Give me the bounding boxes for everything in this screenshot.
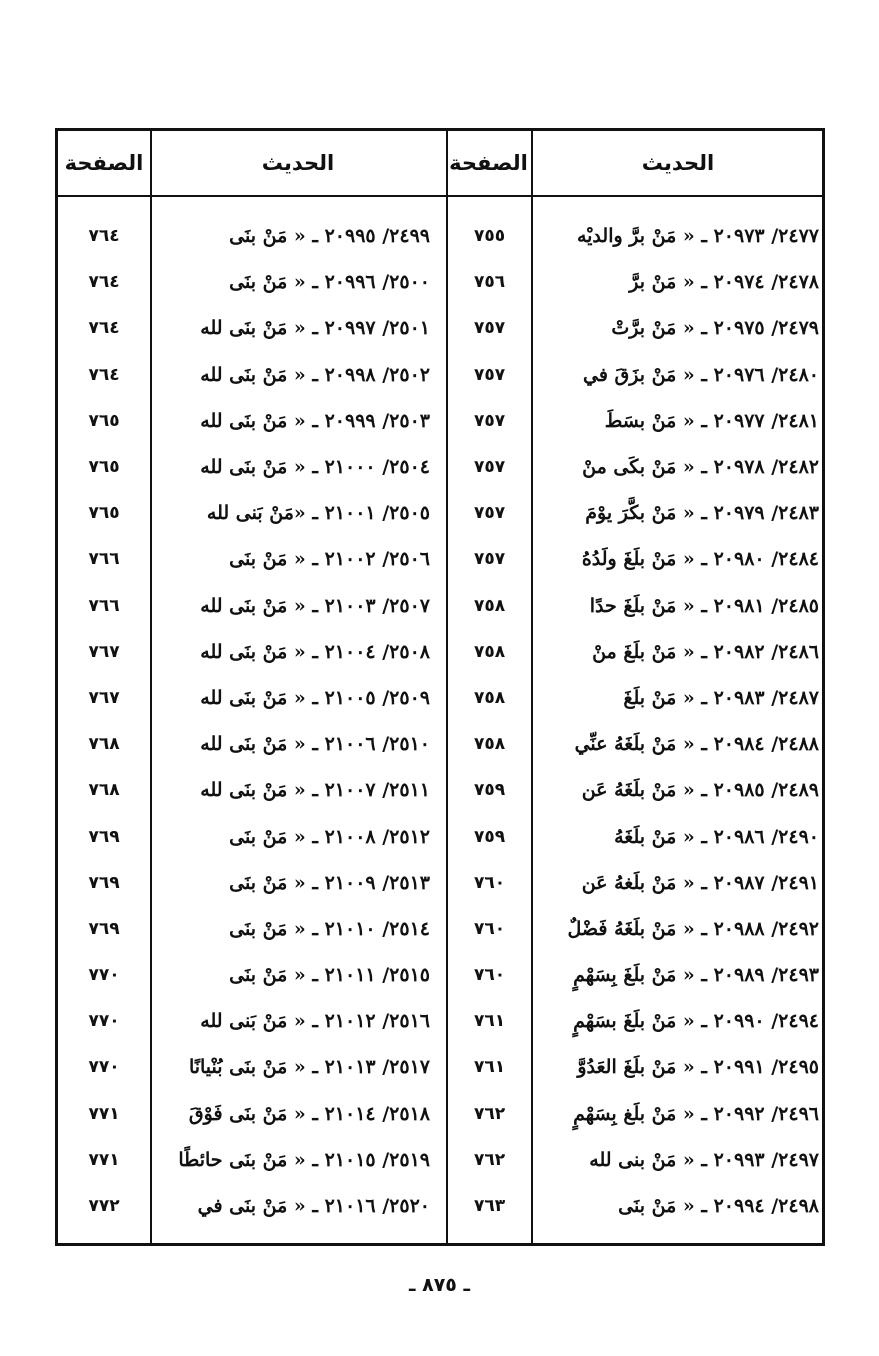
hadith-entry: ٢٤٧٨/ ٢٠٩٧٤ ـ « مَنْ برَّ <box>629 271 819 294</box>
page-ref: ٧٥٨ <box>473 687 506 708</box>
page-ref: ٧٦٣ <box>473 1196 506 1217</box>
page-ref: ٧٧١ <box>88 1103 120 1124</box>
hadith-entry: ٢٥٠٠/ ٢٠٩٩٦ ـ « مَنْ بنَى <box>229 271 430 294</box>
page-ref: ٧٦١ <box>473 1057 506 1078</box>
page-ref: ٧٦٧ <box>88 641 120 662</box>
hadith-entry: ٢٤٨٧/ ٢٠٩٨٣ ـ « مَنْ بلَغَ <box>623 686 819 709</box>
page-ref: ٧٦٤ <box>88 272 120 293</box>
hadith-entry: ٢٥١٥/ ٢١٠١١ ـ « مَنْ بنَى <box>229 964 430 987</box>
hadith-entry: ٢٤٩٧/ ٢٠٩٩٣ ـ « مَنْ بنى لله <box>589 1148 819 1171</box>
page-ref: ٧٦٠ <box>473 965 506 986</box>
page-ref: ٧٦٢ <box>473 1149 506 1170</box>
hadith-entry: ٢٤٩٩/ ٢٠٩٩٥ ـ « مَنْ بنَى <box>229 225 430 248</box>
hadith-entry: ٢٤٨٢/ ٢٠٩٧٨ ـ « مَنْ بكَى منْ <box>582 456 819 479</box>
hadith-entry: ٢٤٨٤/ ٢٠٩٨٠ ـ « مَنْ بلَغَ ولَدُهُ <box>581 548 819 571</box>
table-row <box>58 1091 822 1137</box>
hadith-entry: ٢٥٢٠/ ٢١٠١٦ ـ « مَنْ بنَى في <box>197 1195 430 1218</box>
hadith-entry: ٢٤٩٨/ ٢٠٩٩٤ ـ « مَنْ بنَى <box>618 1195 819 1218</box>
table-row <box>58 259 822 305</box>
page-ref: ٧٥٧ <box>473 457 506 478</box>
table-body <box>58 213 822 1229</box>
page-ref: ٧٥٨ <box>473 595 506 616</box>
table-row <box>58 1137 822 1183</box>
hadith-entry: ٢٤٩٦/ ٢٠٩٩٢ ـ « مَنْ بلَغ بِسَهْمٍ <box>573 1102 819 1125</box>
page-ref: ٧٦٩ <box>88 826 120 847</box>
page-ref: ٧٥٦ <box>473 272 506 293</box>
hadith-entry: ٢٥٠٢/ ٢٠٩٩٨ ـ « مَنْ بنَى لله <box>200 363 430 386</box>
page-ref: ٧٦٨ <box>88 780 120 801</box>
table-row <box>58 906 822 952</box>
table-row <box>58 398 822 444</box>
hadith-entry: ٢٤٩١/ ٢٠٩٨٧ ـ « مَنْ بلَغهُ عَن <box>581 871 819 894</box>
table-row <box>58 767 822 813</box>
hadith-entry: ٢٥١٧/ ٢١٠١٣ ـ « مَنْ بنَى بُنْيانًا <box>188 1056 430 1079</box>
page-ref: ٧٥٧ <box>473 318 506 339</box>
hadith-entry: ٢٥١٣/ ٢١٠٠٩ ـ « مَنْ بنَى <box>229 871 430 894</box>
hadith-entry: ٢٤٨٨/ ٢٠٩٨٤ ـ « مَنْ بلَغَهُ عنِّي <box>574 733 819 756</box>
page-ref: ٧٧١ <box>88 1149 120 1170</box>
hadith-entry: ٢٤٩٤/ ٢٠٩٩٠ ـ « مَنْ بلَغَ بسَهْمٍ <box>573 1010 819 1033</box>
hadith-entry: ٢٥٠٧/ ٢١٠٠٣ ـ « مَنْ بنَى لله <box>200 594 430 617</box>
hadith-entry: ٢٥١٨/ ٢١٠١٤ ـ « مَنْ بنَى فَوْقَ <box>188 1102 430 1125</box>
hadith-entry: ٢٤٨٦/ ٢٠٩٨٢ ـ « مَنْ بلَغَ منْ <box>592 640 819 663</box>
page-ref: ٧٦٥ <box>88 410 120 431</box>
page-ref: ٧٥٨ <box>473 641 506 662</box>
page-ref: ٧٦٤ <box>88 226 120 247</box>
hadith-entry: ٢٥٠٣/ ٢٠٩٩٩ ـ « مَنْ بنَى لله <box>200 409 430 432</box>
page-ref: ٧٦٧ <box>88 687 120 708</box>
table-row <box>58 1183 822 1229</box>
table-row <box>58 629 822 675</box>
page-ref: ٧٧٠ <box>88 1011 120 1032</box>
page-ref: ٧٦٦ <box>88 595 120 616</box>
hadith-entry: ٢٤٩٣/ ٢٠٩٨٩ ـ « مَنْ بلَغَ بِسَهْمٍ <box>573 964 819 987</box>
header-page-right: الصفحة <box>449 151 528 175</box>
page-ref: ٧٧٢ <box>88 1196 120 1217</box>
table-row <box>58 998 822 1044</box>
header-divider <box>58 195 822 197</box>
table-row <box>58 675 822 721</box>
hadith-entry: ٢٥٠٦/ ٢١٠٠٢ ـ « مَنْ بنَى <box>229 548 430 571</box>
hadith-entry: ٢٤٧٩/ ٢٠٩٧٥ ـ « مَنْ برَّتْ <box>611 317 819 340</box>
page-ref: ٧٦٠ <box>473 872 506 893</box>
hadith-entry: ٢٤٧٧/ ٢٠٩٧٣ ـ « مَنْ برَّ والديْه <box>576 225 819 248</box>
hadith-entry: ٢٥١٩/ ٢١٠١٥ ـ « مَنْ بنَى حائطًا <box>178 1148 430 1171</box>
hadith-entry: ٢٤٩٠/ ٢٠٩٨٦ ـ « مَنْ بلَغَهُ <box>614 825 819 848</box>
table-row <box>58 813 822 859</box>
hadith-entry: ٢٤٨٥/ ٢٠٩٨١ ـ « مَنْ بلَغَ حدًا <box>589 594 819 617</box>
page-ref: ٧٥٧ <box>473 503 506 524</box>
page-ref: ٧٦٥ <box>88 503 120 524</box>
hadith-entry: ٢٥١٠/ ٢١٠٠٦ ـ « مَنْ بنَى لله <box>200 733 430 756</box>
hadith-entry: ٢٥٠٥/ ٢١٠٠١ ـ «مَنْ بَنى لله <box>206 502 430 525</box>
hadith-entry: ٢٤٨٠/ ٢٠٩٧٦ ـ « مَنْ بزَقَ في <box>582 363 819 386</box>
page-ref: ٧٦٩ <box>88 918 120 939</box>
table-row <box>58 952 822 998</box>
hadith-entry: ٢٥٠٨/ ٢١٠٠٤ ـ « مَنْ بنَى لله <box>200 640 430 663</box>
page-ref: ٧٦٨ <box>88 734 120 755</box>
table-row <box>58 860 822 906</box>
page-ref: ٧٥٨ <box>473 734 506 755</box>
hadith-entry: ٢٥١١/ ٢١٠٠٧ ـ « مَنْ بنَى لله <box>200 779 430 802</box>
page-ref: ٧٥٩ <box>473 780 506 801</box>
table-row <box>58 536 822 582</box>
hadith-entry: ٢٥١٤/ ٢١٠١٠ ـ « مَنْ بنَى <box>229 917 430 940</box>
hadith-entry: ٢٥٠١/ ٢٠٩٩٧ ـ « مَنْ بنَى لله <box>200 317 430 340</box>
table-row <box>58 490 822 536</box>
hadith-entry: ٢٥١٦/ ٢١٠١٢ ـ « مَنْ بَنى لله <box>200 1010 430 1033</box>
table-row <box>58 1044 822 1090</box>
page-ref: ٧٦٤ <box>88 318 120 339</box>
page-ref: ٧٥٥ <box>473 226 506 247</box>
header-page-left: الصفحة <box>64 151 144 175</box>
hadith-entry: ٢٥٠٩/ ٢١٠٠٥ ـ « مَنْ بنَى لله <box>200 686 430 709</box>
page-ref: ٧٥٧ <box>473 549 506 570</box>
page-ref: ٧٧٠ <box>88 1057 120 1078</box>
table-row <box>58 721 822 767</box>
hadith-entry: ٢٤٨١/ ٢٠٩٧٧ ـ « مَنْ بسَطَ <box>604 409 819 432</box>
page-ref: ٧٦٠ <box>473 918 506 939</box>
page-ref: ٧٦١ <box>473 1011 506 1032</box>
hadith-entry: ٢٤٨٣/ ٢٠٩٧٩ ـ « مَنْ بكَّرَ يوْمَ <box>585 502 819 525</box>
hadith-index-table <box>55 128 825 1246</box>
hadith-entry: ٢٤٨٩/ ٢٠٩٨٥ ـ « مَنْ بلَغَهُ عَن <box>581 779 819 802</box>
header-hadith-left: الحديث <box>261 151 335 175</box>
page-ref: ٧٦٤ <box>88 364 120 385</box>
page-ref: ٧٧٠ <box>88 965 120 986</box>
page-ref: ٧٦٦ <box>88 549 120 570</box>
hadith-entry: ٢٥١٢/ ٢١٠٠٨ ـ « مَنْ بنَى <box>229 825 430 848</box>
page-ref: ٧٥٧ <box>473 410 506 431</box>
table-row <box>58 352 822 398</box>
hadith-entry: ٢٤٩٢/ ٢٠٩٨٨ ـ « مَنْ بلَغَهُ فَضْلٌ <box>567 917 819 940</box>
page-ref: ٧٥٧ <box>473 364 506 385</box>
page-ref: ٧٦٢ <box>473 1103 506 1124</box>
table-row <box>58 583 822 629</box>
header-hadith-right: الحديث <box>641 151 715 175</box>
page-ref: ٧٦٥ <box>88 457 120 478</box>
hadith-entry: ٢٤٩٥/ ٢٠٩٩١ ـ « مَنْ بلَغَ العَدُوَّ <box>577 1056 819 1079</box>
page-ref: ٧٥٩ <box>473 826 506 847</box>
hadith-entry: ٢٥٠٤/ ٢١٠٠٠ ـ « مَنْ بنَى لله <box>200 456 430 479</box>
page-ref: ٧٦٩ <box>88 872 120 893</box>
table-row <box>58 444 822 490</box>
table-row <box>58 213 822 259</box>
page-number: ـ ٨٧٥ ـ <box>408 1274 470 1296</box>
table-row <box>58 305 822 351</box>
